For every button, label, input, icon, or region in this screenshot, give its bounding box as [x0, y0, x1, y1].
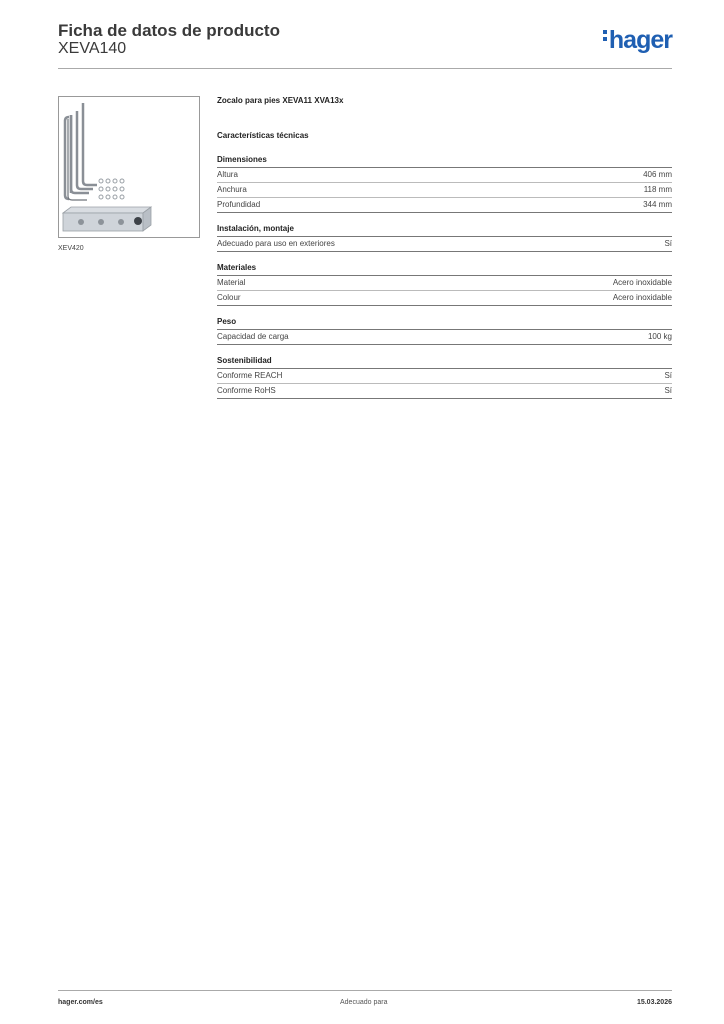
- spec-label: Material: [217, 278, 246, 287]
- product-code: XEVA140: [58, 40, 127, 57]
- footer-date: 15.03.2026: [636, 999, 672, 1006]
- spec-row: [217, 384, 672, 399]
- spec-label: Profundidad: [217, 200, 261, 209]
- spec-value: 118 mm: [643, 185, 672, 194]
- spec-row: [217, 168, 672, 183]
- product-image: [58, 96, 200, 238]
- spec-value: Sí: [664, 239, 672, 248]
- spec-row: [217, 291, 672, 306]
- section-title: Peso: [217, 317, 672, 330]
- product-illustration-icon: [59, 97, 199, 237]
- spec-value: Sí: [664, 386, 672, 395]
- document-title: Ficha de datos de producto: [58, 21, 280, 40]
- logo-text: hager: [608, 26, 672, 54]
- section-title: Dimensiones: [217, 155, 672, 168]
- spec-label: Capacidad de carga: [217, 332, 289, 341]
- section-dimensiones: [217, 155, 672, 213]
- section-sostenibilidad: [217, 356, 672, 399]
- spec-label: Altura: [217, 170, 238, 179]
- spec-row: [217, 183, 672, 198]
- section-instalacion: [217, 224, 672, 252]
- spec-label: Anchura: [217, 185, 247, 194]
- spec-row: [217, 330, 672, 345]
- image-caption: XEV420: [58, 245, 84, 252]
- section-title: Materiales: [217, 263, 672, 276]
- footer-center-text: Adecuado para: [340, 999, 388, 1006]
- spec-label: Colour: [217, 293, 241, 302]
- spec-row: [217, 276, 672, 291]
- section-title: Instalación, montaje: [217, 224, 672, 237]
- spec-label: Adecuado para uso en exteriores: [217, 239, 335, 248]
- section-materiales: [217, 263, 672, 306]
- spec-label: Conforme RoHS: [217, 386, 276, 395]
- spec-row: [217, 198, 672, 213]
- logo-dots-icon: [603, 30, 607, 44]
- spec-value: 100 kg: [647, 332, 672, 341]
- product-name: Zocalo para pies XEVA11 XVA13x: [217, 96, 344, 105]
- header-divider: [58, 68, 672, 69]
- hager-logo: [603, 28, 672, 53]
- spec-value: 344 mm: [643, 200, 672, 209]
- section-title: Sostenibilidad: [217, 356, 672, 369]
- spec-label: Conforme REACH: [217, 371, 283, 380]
- spec-value: Acero inoxidable: [612, 278, 672, 287]
- spec-row: [217, 237, 672, 252]
- footer-divider: [58, 990, 672, 991]
- tech-heading: Características técnicas: [217, 131, 309, 140]
- spec-value: Acero inoxidable: [612, 293, 672, 302]
- footer-website-link[interactable]: hager.com/es: [58, 999, 103, 1006]
- section-peso: [217, 317, 672, 345]
- spec-value: Sí: [664, 371, 672, 380]
- spec-value: 406 mm: [643, 170, 672, 179]
- product-details: [217, 96, 672, 410]
- spec-row: [217, 369, 672, 384]
